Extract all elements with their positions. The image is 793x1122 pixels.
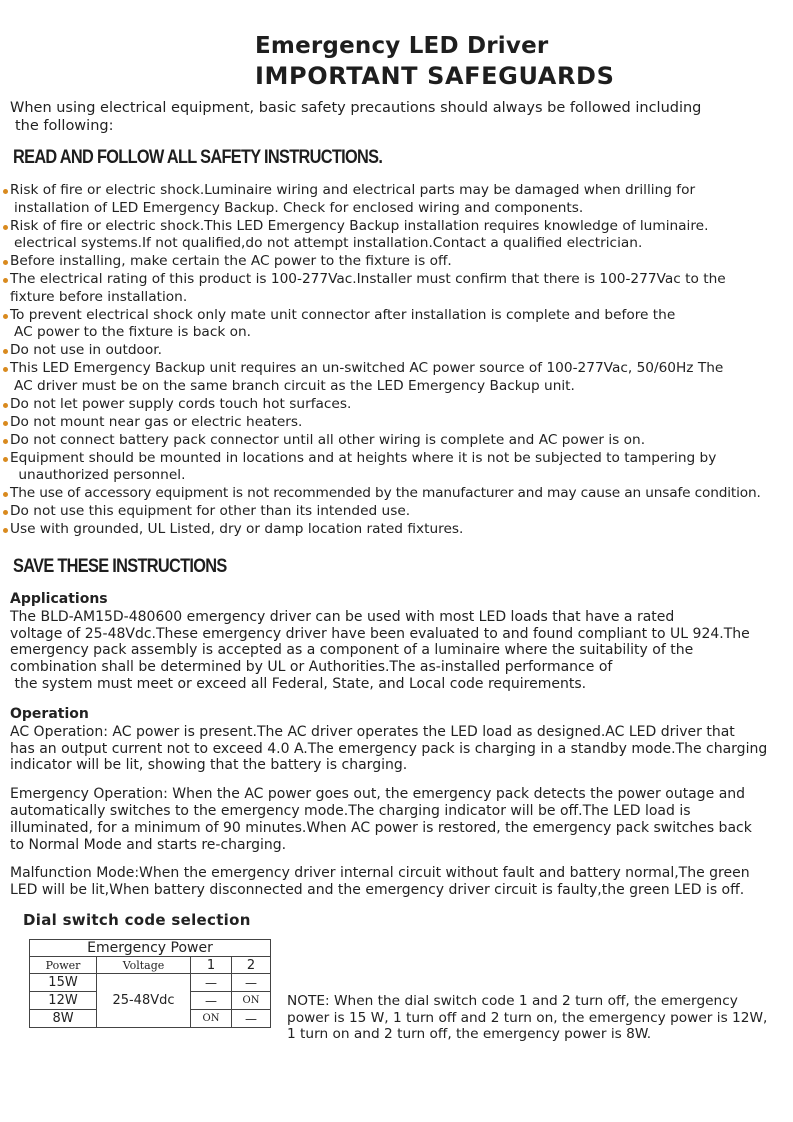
bullet-text: AC driver must be on the same branch circuit as the LED Emergency Backup unit. [14, 377, 575, 394]
body-line: indicator will be lit, showing that the battery is charging. [10, 757, 408, 774]
note-line: 1 turn on and 2 turn off, the emergency power is 8W. [287, 1026, 652, 1043]
table-cell-power: 15W [30, 974, 97, 992]
list-item [3, 307, 793, 342]
table-caption: Emergency Power [30, 940, 271, 957]
bullet-text: installation of LED Emergency Backup. Check for enclosed wiring and components. [14, 199, 584, 216]
body-line: emergency pack assembly is accepted as a component of a luminaire where the suitability of the [10, 642, 694, 659]
bullet-dot-icon [3, 403, 8, 408]
list-item [3, 271, 793, 306]
list-item [3, 253, 793, 271]
body-line: AC Operation: AC power is present.The AC driver operates the LED load as designed.AC LED driver that [10, 723, 735, 740]
intro-line: the following: [15, 118, 114, 134]
bullet-text: Risk of fire or electric shock.This LED Emergency Backup installation requires knowledge of luminaire. [10, 217, 709, 234]
body-line: Emergency Operation: When the AC power goes out, the emergency pack detects the power outage and [10, 786, 746, 803]
list-item [3, 342, 793, 360]
column-header-voltage: Voltage [97, 957, 191, 974]
bullet-dot-icon [3, 510, 8, 515]
list-item [3, 396, 793, 414]
bullet-dot-icon [3, 225, 8, 230]
list-item [3, 414, 793, 432]
table-cell-voltage: 25-48Vdc [97, 974, 191, 1028]
bullet-dot-icon [3, 349, 8, 354]
bullet-text: The use of accessory equipment is not recommended by the manufacturer and may cause an unsafe condition. [10, 485, 761, 501]
bullet-text: This LED Emergency Backup unit requires an un-switched AC power source of 100-277Vac, 50/60Hz The [10, 360, 724, 376]
dial-switch-table [29, 939, 271, 1028]
bullet-text: The electrical rating of this product is 100-277Vac.Installer must confirm that there is 100-277Vac to the [10, 271, 726, 287]
bullet-text: Do not let power supply cords touch hot surfaces. [10, 395, 352, 412]
safety-bullet-list [3, 182, 793, 539]
list-item [3, 182, 793, 217]
column-header-switch-1: 1 [191, 957, 232, 974]
table-cell-switch: — [232, 974, 271, 992]
note-line: power is 15 W, 1 turn off and 2 turn on, the emergency power is 12W, [287, 1009, 768, 1026]
bullet-text: electrical systems.If not qualified,do not attempt installation.Contact a qualified electrician. [14, 235, 643, 251]
list-item [3, 521, 793, 539]
operation-heading: Operation [10, 706, 89, 722]
body-line: has an output current not to exceed 4.0 A.The emergency pack is charging in a standby mode.The charging [10, 740, 768, 757]
bullet-dot-icon [3, 314, 8, 319]
bullet-text: AC power to the fixture is back on. [14, 324, 252, 340]
bullet-dot-icon [3, 189, 8, 194]
bullet-dot-icon [3, 421, 8, 426]
table-cell-switch: — [232, 1010, 271, 1028]
applications-block [10, 591, 780, 693]
bullet-text: Do not use this equipment for other than its intended use. [10, 503, 411, 519]
operation-block [10, 706, 780, 899]
bullet-dot-icon [3, 260, 8, 265]
body-line: Malfunction Mode:When the emergency driver internal circuit without fault and battery normal,The green [10, 865, 750, 882]
body-line: voltage of 25-48Vdc.These emergency driver have been evaluated to and found compliant to UL 924.The [10, 625, 750, 642]
bullet-text: unauthorized personnel. [14, 467, 186, 483]
list-item [3, 432, 793, 450]
section-heading-safety: READ AND FOLLOW ALL SAFETY INSTRUCTIONS. [13, 147, 383, 168]
intro-line: When using electrical equipment, basic safety precautions should always be followed including [10, 100, 702, 116]
table-cell-switch: — [191, 992, 232, 1010]
section-heading-save: SAVE THESE INSTRUCTIONS [13, 556, 227, 577]
body-line: combination shall be determined by UL or Authorities.The as-installed performance of [10, 659, 613, 676]
page-title: Emergency LED Driver [255, 33, 549, 59]
table-cell-switch: — [191, 974, 232, 992]
list-item [3, 450, 793, 485]
bullet-dot-icon [3, 528, 8, 533]
bullet-dot-icon [3, 278, 8, 283]
body-line: the system must meet or exceed all Federal, State, and Local code requirements. [10, 675, 587, 692]
dial-switch-heading: Dial switch code selection [23, 911, 251, 929]
bullet-text: Equipment should be mounted in locations and at heights where it is not be subjected to tampering by [10, 449, 717, 466]
bullet-text: Before installing, make certain the AC power to the fixture is off. [10, 253, 452, 269]
list-item [3, 218, 793, 253]
column-header-switch-2: 2 [232, 957, 271, 974]
bullet-dot-icon [3, 492, 8, 497]
bullet-dot-icon [3, 367, 8, 372]
bullet-text: Do not mount near gas or electric heaters. [10, 413, 303, 430]
bullet-text: To prevent electrical shock only mate unit connector after installation is complete and before the [10, 306, 676, 323]
body-line: illuminated, for a minimum of 90 minutes.When AC power is restored, the emergency pack switches back [10, 819, 752, 836]
applications-heading: Applications [10, 591, 108, 607]
table-cell-power: 8W [30, 1010, 97, 1028]
body-line: LED will be lit,When battery disconnected and the emergency driver circuit is faulty,the green LED is off. [10, 882, 745, 899]
bullet-text: fixture before installation. [10, 288, 188, 305]
table-cell-switch: ON [232, 992, 271, 1010]
body-line: The BLD-AM15D-480600 emergency driver can be used with most LED loads that have a rated [10, 608, 675, 625]
bullet-text: Do not connect battery pack connector until all other wiring is complete and AC power is on. [10, 431, 646, 448]
bullet-dot-icon [3, 439, 8, 444]
body-line: to Normal Mode and starts re-charging. [10, 836, 287, 853]
table-cell-power: 12W [30, 992, 97, 1010]
bullet-text: Use with grounded, UL Listed, dry or damp location rated fixtures. [10, 521, 464, 537]
list-item [3, 360, 793, 395]
bullet-text: Risk of fire or electric shock.Luminaire wiring and electrical parts may be damaged when drilling for [10, 182, 696, 198]
list-item [3, 485, 793, 503]
intro-text [10, 99, 780, 135]
dial-note [287, 993, 787, 1043]
list-item [3, 503, 793, 521]
table-cell-switch: ON [191, 1010, 232, 1028]
column-header-power: Power [30, 957, 97, 974]
page-subtitle: IMPORTANT SAFEGUARDS [255, 62, 615, 90]
body-line: automatically switches to the emergency mode.The charging indicator will be off.The LED load is [10, 802, 691, 819]
bullet-dot-icon [3, 457, 8, 462]
bullet-text: Do not use in outdoor. [10, 342, 163, 358]
note-line: NOTE: When the dial switch code 1 and 2 turn off, the emergency [287, 993, 738, 1009]
